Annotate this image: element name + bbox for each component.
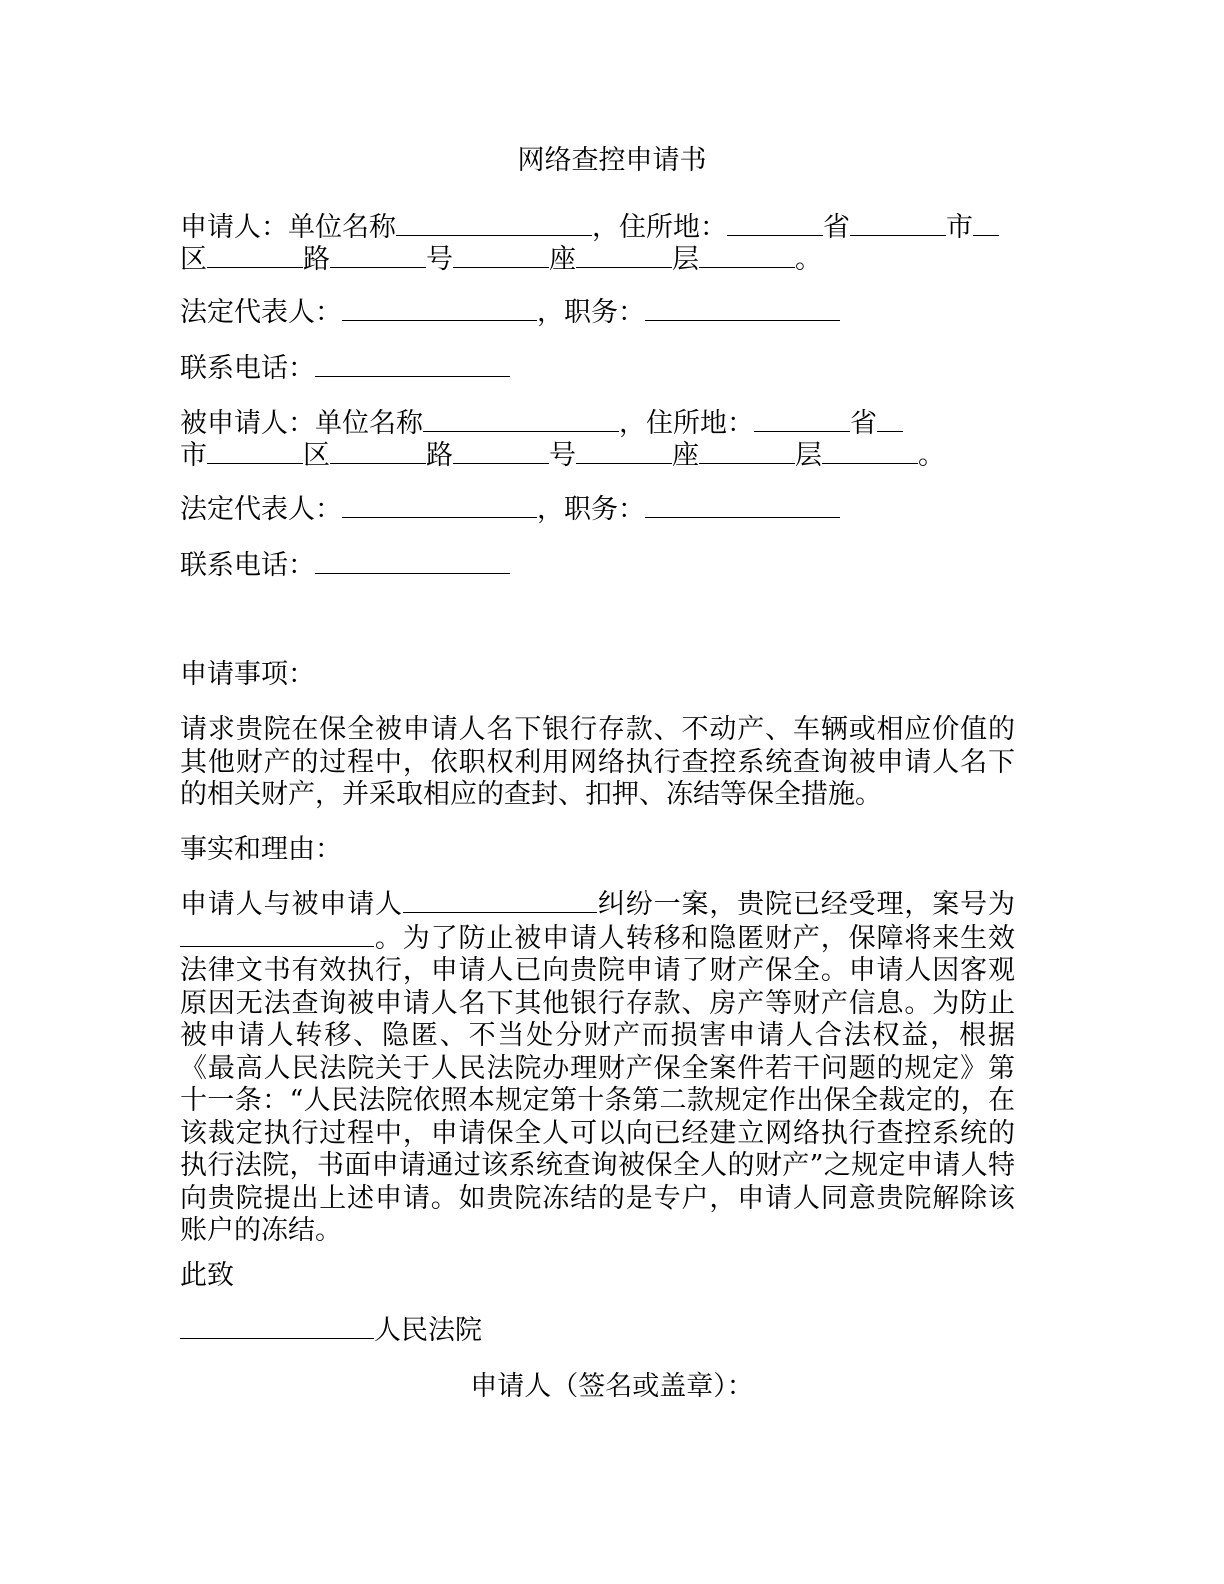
- respondent-line-1: [180, 407, 1020, 440]
- applicant-building-label: 座: [549, 244, 576, 275]
- respondent-road-blank: [330, 439, 426, 464]
- matters-heading: 申请事项：: [180, 659, 315, 690]
- respondent-name-label: 被申请人：单位名称: [180, 408, 423, 439]
- facts-text-1: 申请人与被申请人: [180, 889, 403, 920]
- respondent-number-blank: [453, 439, 549, 464]
- applicant-number-label: 号: [426, 244, 453, 275]
- applicant-building-blank: [453, 243, 549, 268]
- respondent-building-blank: [576, 439, 672, 464]
- respondent-floor-label: 层: [795, 440, 822, 471]
- matters-paragraph: 请求贵院在保全被申请人名下银行存款、不动产、车辆或相应价值的其他财产的过程中，依职权利用网络执行查控系统查询被申请人名下的相关财产，并采取相应的查封、扣押、冻结等保全措施。: [180, 714, 1015, 810]
- respondent-number-label: 号: [549, 440, 576, 471]
- respondent-building-label: 座: [672, 440, 699, 471]
- applicant-province-label: 省: [823, 212, 850, 243]
- respondent-end-blank: [822, 439, 918, 464]
- respondent-address-label: ，住所地：: [619, 408, 754, 439]
- applicant-name-label: 申请人：单位名称: [180, 212, 396, 243]
- respondent-city-label: 市: [180, 440, 207, 471]
- respondent-floor-blank: [699, 439, 795, 464]
- rep1-label: 法定代表人：: [180, 297, 342, 328]
- rep2-name-blank: [342, 493, 537, 518]
- respondent-end-mark: 。: [918, 440, 945, 471]
- applicant-floor-blank: [576, 243, 672, 268]
- applicant-number-blank: [330, 243, 426, 268]
- phone1-label: 联系电话：: [180, 353, 315, 384]
- rep2-duty-blank: [645, 493, 840, 518]
- respondent-name-blank: [423, 407, 619, 432]
- rep2-label: 法定代表人：: [180, 494, 342, 525]
- phone2-blank: [315, 549, 510, 574]
- applicant-line-1: [180, 211, 1020, 244]
- signature-line: 申请人（签名或盖章）：: [470, 1371, 754, 1402]
- facts-text-2: 纠纷一案，贵院已经受理，案号为: [596, 889, 1016, 920]
- phone1-line: [180, 352, 1020, 385]
- respondent-city-blank-a: [877, 407, 903, 432]
- respondent-province-blank: [754, 407, 850, 432]
- applicant-end-blank: [699, 243, 795, 268]
- applicant-district-blank-a: [973, 211, 999, 236]
- respondent-district-label: 区: [303, 440, 330, 471]
- rep1-duty-label: ，职务：: [537, 297, 645, 328]
- phone2-label: 联系电话：: [180, 550, 315, 581]
- rep1-duty-blank: [645, 296, 840, 321]
- respondent-line-2: [180, 439, 1020, 472]
- closing-text: 此致: [180, 1260, 234, 1291]
- case-number-blank: [180, 922, 374, 947]
- court-line: [180, 1314, 1020, 1347]
- respondent-road-label: 路: [426, 440, 453, 471]
- facts-text-3: 。为了防止被申请人转移和隐匿财产，保障将来生效法律文书有效执行，申请人已向贵院申请了财产保全。申请人因客观原因无法查询被申请人名下其他银行存款、房产等财产信息。为防止被申请人转移、隐匿、不当处分财产而损害申请人合法权益，根据《最高人民法院关于人民法院办理财产保全案件若干问题的规定》第十一条：“人民法院依照本规定第十条第二款规定作出保全裁定的，在该裁定执行过程中，申请保全人可以向已经建立网络执行查控系统的执行法院，书面申请通过该系统查询被保全人的财产”之规定申请人特向贵院提出上述申请。如贵院冻结的是专户，申请人同意贵院解除该账户的冻结。: [180, 922, 1015, 1246]
- applicant-address-label: ，住所地：: [592, 212, 727, 243]
- court-suffix: 人民法院: [374, 1315, 482, 1346]
- applicant-city-blank: [850, 211, 946, 236]
- dispute-blank: [403, 888, 597, 913]
- applicant-district-label: 区: [180, 244, 207, 275]
- rep1-line: [180, 296, 1020, 329]
- rep1-name-blank: [342, 296, 537, 321]
- applicant-floor-label: 层: [672, 244, 699, 275]
- phone1-blank: [315, 352, 510, 377]
- applicant-province-blank: [727, 211, 823, 236]
- applicant-city-label: 市: [946, 212, 973, 243]
- document-title: 网络查控申请书: [517, 145, 707, 176]
- facts-heading: 事实和理由：: [180, 834, 342, 865]
- applicant-end-mark: 。: [795, 244, 822, 275]
- respondent-district-blank: [207, 439, 303, 464]
- applicant-name-blank: [396, 211, 592, 236]
- respondent-province-label: 省: [850, 408, 877, 439]
- applicant-road-label: 路: [303, 244, 330, 275]
- rep2-duty-label: ，职务：: [537, 494, 645, 525]
- rep2-line: [180, 493, 1020, 526]
- applicant-line-2: [180, 243, 1020, 276]
- facts-paragraph: [180, 888, 1015, 1248]
- applicant-road-blank: [207, 243, 303, 268]
- phone2-line: [180, 549, 1020, 582]
- court-name-blank: [180, 1314, 374, 1339]
